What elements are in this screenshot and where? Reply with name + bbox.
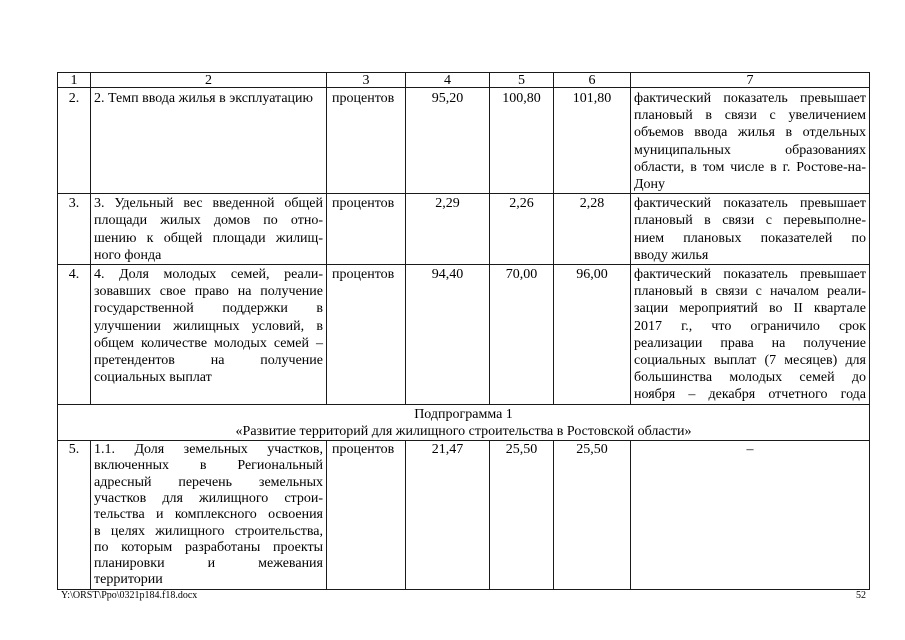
- note-cell: [631, 88, 870, 194]
- row-number-cell: [58, 88, 91, 194]
- note-line: нием плановых показателей по: [634, 230, 866, 246]
- indicator-line: 1.1. Доля земельных участков,: [94, 442, 323, 458]
- col4-value: 21,47: [431, 442, 464, 458]
- indicator-cell: [91, 441, 327, 590]
- unit-value: процентов: [332, 442, 395, 458]
- col4-cell: [406, 265, 490, 405]
- note-line: зации мероприятий во II квартале: [634, 301, 866, 317]
- table-row: [58, 265, 870, 405]
- col5-cell: [490, 265, 554, 405]
- col4-value: 95,20: [431, 91, 464, 106]
- col6-cell: [554, 194, 631, 265]
- subprogram-name: «Развитие территорий для жилищного строительства в Ростовской области»: [235, 423, 692, 439]
- table-row: [58, 441, 870, 590]
- col5-value: 2,26: [509, 196, 534, 212]
- note-cell: [631, 441, 870, 590]
- indicator-line: 4. Доля молодых семей, реали-: [94, 267, 323, 283]
- header-row: [58, 73, 870, 88]
- row-number: 2.: [68, 91, 80, 106]
- indicator-line: 2. Темп ввода жилья в эксплуатацию: [94, 91, 313, 106]
- col6-value: 2,28: [579, 196, 605, 212]
- header-cell-2: 2: [91, 73, 327, 88]
- indicator-line: улучшении жилищных условий, в: [94, 318, 323, 334]
- row-number: 3.: [68, 196, 80, 212]
- indicator-line: претендентов на получение: [94, 353, 323, 369]
- subprogram-cell: [58, 404, 870, 440]
- indicator-cell: [91, 265, 327, 405]
- unit-cell: [327, 441, 406, 590]
- indicator-line: шению к общей площади жилищ-: [94, 230, 323, 246]
- col5-cell: [490, 88, 554, 194]
- row-number-cell: [58, 194, 91, 265]
- note-line: плановый в связи с началом реали-: [634, 284, 866, 300]
- note-line: области, в том числе в г. Ростове-на-: [634, 159, 866, 175]
- indicator-line: тельства и комплексного освоения: [94, 507, 323, 523]
- indicator-line: социальных выплат: [94, 370, 212, 386]
- header-cell-7: 7: [631, 73, 870, 88]
- note-line: реализации права на получение: [634, 335, 866, 351]
- note-line: 2017 г., что ограничило срок: [634, 318, 866, 334]
- note-cell: [631, 265, 870, 405]
- subprogram-title: Подпрограмма 1: [414, 406, 513, 422]
- table-row: [58, 88, 870, 194]
- unit-value: процентов: [332, 196, 395, 212]
- header-cell-3: 3: [327, 73, 406, 88]
- row-number-cell: [58, 265, 91, 405]
- table-row: [58, 194, 870, 265]
- note-line: Дону: [634, 177, 666, 193]
- col6-value: 25,50: [576, 442, 608, 458]
- indicator-cell: [91, 194, 327, 265]
- col5-value: 70,00: [505, 267, 538, 283]
- note-line: плановый в связи с увеличением: [634, 108, 866, 124]
- note-line: –: [746, 442, 754, 458]
- col4-value: 94,40: [431, 267, 464, 283]
- indicator-line: включенных в Региональный: [94, 458, 323, 474]
- col5-cell: [490, 194, 554, 265]
- col5-cell: [490, 441, 554, 590]
- row-number: 4.: [68, 267, 80, 283]
- indicator-line: зовавших свое право на получение: [94, 284, 323, 300]
- indicator-line: участков для жилищного строи-: [94, 490, 323, 506]
- col4-cell: [406, 441, 490, 590]
- col6-cell: [554, 441, 631, 590]
- note-line: вводу жилья: [634, 247, 709, 263]
- note-line: фактический показатель превышает: [634, 267, 866, 283]
- indicator-line: по которым разработаны проекты: [94, 539, 323, 555]
- subprogram-row: [58, 404, 870, 440]
- note-line: объемов ввода жилья в отдельных: [634, 125, 866, 141]
- header-cell-1: 1: [58, 73, 91, 88]
- unit-cell: [327, 194, 406, 265]
- footer-file-path: Y:\ORST\Ppo\0321p184.f18.docx: [61, 590, 198, 601]
- indicator-line: общем количестве молодых семей –: [94, 335, 323, 351]
- unit-cell: [327, 265, 406, 405]
- header-cell-5: 5: [490, 73, 554, 88]
- col6-cell: [554, 88, 631, 194]
- col5-value: 25,50: [505, 442, 538, 458]
- col5-value: 100,80: [502, 91, 541, 106]
- page-number: 52: [856, 590, 866, 601]
- unit-value: процентов: [332, 267, 395, 283]
- row-number: 5.: [68, 442, 80, 458]
- note-line: ноября – декабря отчетного года: [634, 387, 866, 403]
- indicator-line: в целях жилищного строительства,: [94, 523, 323, 539]
- col6-cell: [554, 265, 631, 405]
- note-line: фактический показатель превышает: [634, 91, 866, 106]
- col4-value: 2,29: [435, 196, 460, 212]
- col6-value: 96,00: [576, 267, 608, 283]
- header-cell-6: 6: [554, 73, 631, 88]
- note-cell: [631, 194, 870, 265]
- col4-cell: [406, 88, 490, 194]
- col6-value: 101,80: [572, 91, 612, 106]
- col4-cell: [406, 194, 490, 265]
- indicator-line: площади жилых домов по отно-: [94, 213, 323, 229]
- note-line: фактический показатель превышает: [634, 196, 866, 212]
- indicator-line: адресный перечень земельных: [94, 474, 323, 490]
- indicators-table: [57, 72, 870, 590]
- unit-cell: [327, 88, 406, 194]
- row-number-cell: [58, 441, 91, 590]
- header-cell-4: 4: [406, 73, 490, 88]
- note-line: большинства молодых семей до: [634, 370, 866, 386]
- indicator-line: государственной поддержки в: [94, 301, 323, 317]
- indicator-cell: [91, 88, 327, 194]
- note-line: муниципальных образованиях: [634, 142, 866, 158]
- indicator-line: территории: [94, 572, 163, 588]
- indicator-line: планировки и межевания: [94, 556, 323, 572]
- note-line: социальных выплат (7 месяцев) для: [634, 353, 866, 369]
- indicator-line: 3. Удельный вес введенной общей: [94, 196, 323, 212]
- unit-value: процентов: [332, 91, 395, 106]
- indicator-line: ного фонда: [94, 247, 162, 263]
- note-line: плановый в связи с перевыполне-: [634, 213, 866, 229]
